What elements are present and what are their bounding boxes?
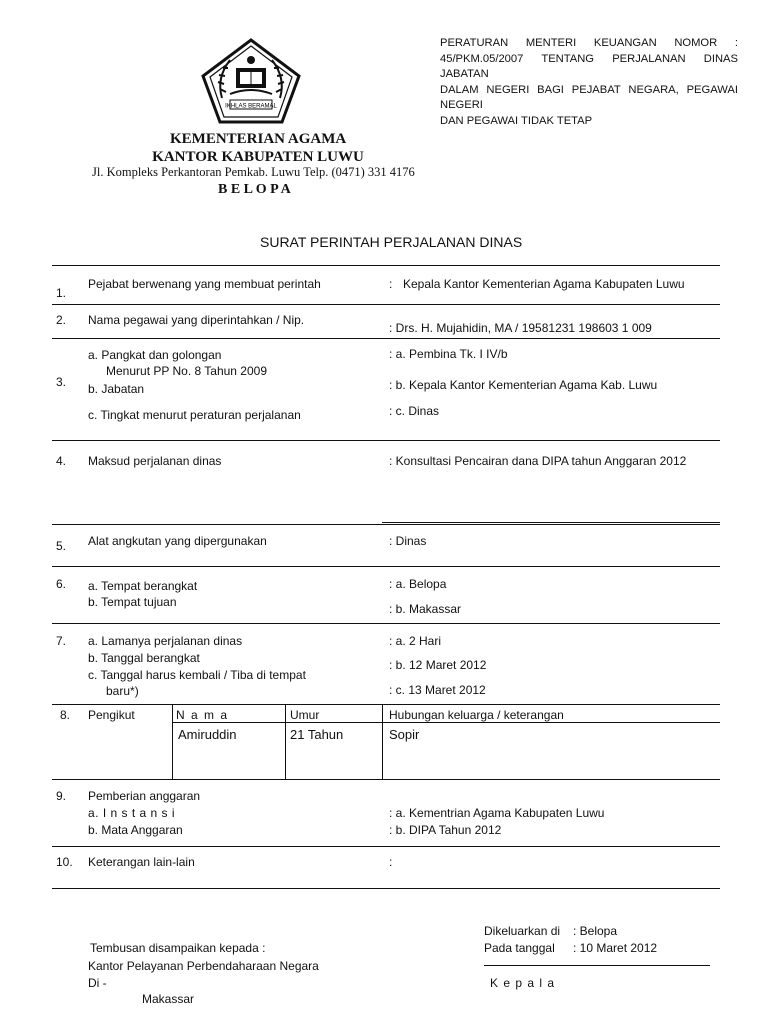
row-number: 7.	[56, 634, 67, 648]
signature-divider	[484, 965, 710, 966]
table-column-divider	[285, 704, 286, 779]
row-value: : a. 2 Hari	[389, 634, 442, 648]
row-value: : c. 13 Maret 2012	[389, 683, 486, 697]
row-label: Menurut PP No. 8 Tahun 2009	[106, 364, 268, 378]
row-number: 2.	[56, 313, 67, 327]
row-label: c. Tanggal harus kembali / Tiba di tempat	[88, 668, 306, 682]
regulation-line: DAN PEGAWAI TIDAK TETAP	[440, 114, 593, 127]
row-value: :	[389, 855, 393, 869]
row-label: Pengikut	[88, 708, 135, 722]
row-label: b. Jabatan	[88, 382, 145, 396]
copies-di: Di -	[88, 976, 107, 990]
divider	[52, 265, 720, 266]
divider	[52, 440, 720, 441]
follower-age: 21 Tahun	[290, 727, 344, 742]
row-label: a. Tempat berangkat	[88, 579, 198, 593]
issued-at-label: Dikeluarkan di	[484, 924, 561, 938]
row-label: a. Lamanya perjalanan dinas	[88, 634, 243, 648]
column-header-relation: Hubungan keluarga / keterangan	[389, 708, 564, 722]
row-value: : a. Kementrian Agama Kabupaten Luwu	[389, 806, 605, 820]
divider	[52, 623, 720, 624]
row-label: Keterangan lain-lain	[88, 855, 195, 869]
divider	[52, 779, 720, 780]
row-value: : Konsultasi Pencairan dana DIPA tahun Anggaran 2012	[389, 454, 687, 468]
row-value: Kepala Kantor Kementerian Agama Kabupaten Luwu	[403, 277, 685, 291]
copies-city: Makassar	[142, 992, 195, 1006]
regulation-line: 45/PKM.05/2007 TENTANG PERJALANAN DINAS JABATAN	[440, 52, 738, 80]
row-label: baru*)	[106, 684, 139, 698]
row-label: b. Mata Anggaran	[88, 823, 183, 837]
row-number: 4.	[56, 454, 67, 468]
office-name: KANTOR KABUPATEN LUWU	[152, 149, 364, 165]
regulation-line: PERATURAN MENTERI KEUANGAN NOMOR :	[440, 37, 738, 49]
row-label: Maksud perjalanan dinas	[88, 454, 222, 468]
row-label: a. I n s t a n s i	[88, 806, 176, 820]
issued-at-value: : Belopa	[573, 924, 618, 938]
row-value: : a. Belopa	[389, 577, 447, 591]
row-number: 5.	[56, 539, 67, 553]
row-value: : c. Dinas	[389, 404, 440, 418]
row-value: : b. Kepala Kantor Kementerian Agama Kab. Luwu	[389, 378, 658, 392]
row-value: : b. DIPA Tahun 2012	[389, 823, 502, 837]
row-label: b. Tempat tujuan	[88, 595, 177, 609]
document-title: SURAT PERINTAH PERJALANAN DINAS	[260, 234, 523, 250]
row-label: c. Tingkat menurut peraturan perjalanan	[88, 408, 301, 422]
regulation-reference	[440, 36, 738, 129]
follower-relation: Sopir	[389, 727, 420, 742]
divider	[52, 704, 720, 705]
column-header-age: Umur	[290, 708, 320, 722]
row-number: 1.	[56, 286, 67, 300]
office-address: Jl. Kompleks Perkantoran Pemkab. Luwu Telp. (0471) 331 4176	[92, 165, 415, 179]
divider	[172, 722, 720, 723]
regulation-line: DALAM NEGERI BAGI PEJABAT NEGARA, PEGAWAI NEGERI	[440, 83, 738, 111]
divider	[382, 522, 720, 523]
ministry-name: KEMENTERIAN AGAMA	[170, 131, 347, 147]
divider	[52, 524, 720, 525]
row-label: a. Pangkat dan golongan	[88, 348, 222, 362]
row-value: : a. Pembina Tk. I IV/b	[389, 347, 508, 361]
column-header-name: N a m a	[176, 708, 229, 722]
copies-recipient: Kantor Pelayanan Perbendaharaan Negara	[88, 959, 319, 973]
divider	[52, 566, 720, 567]
row-label: Nama pegawai yang diperintahkan / Nip.	[88, 313, 305, 327]
table-column-divider	[172, 704, 173, 779]
row-number: 6.	[56, 577, 67, 591]
row-value: : Dinas	[389, 534, 427, 548]
row-number: 3.	[56, 375, 67, 389]
divider	[52, 888, 720, 889]
row-label: Pejabat berwenang yang membuat perintah	[88, 277, 321, 291]
row-value: : Drs. H. Mujahidin, MA / 19581231 198603 1 009	[389, 321, 652, 335]
row-number: 8.	[60, 708, 71, 722]
row-label: Pemberian anggaran	[88, 789, 201, 803]
signatory-title: K e p a l a	[490, 976, 556, 990]
issued-date-value: : 10 Maret 2012	[573, 941, 658, 955]
table-column-divider	[382, 704, 383, 779]
row-label: Alat angkutan yang dipergunakan	[88, 534, 267, 548]
issued-date-label: Pada tanggal	[484, 941, 555, 955]
follower-name: Amiruddin	[178, 727, 237, 742]
office-city: B E L O P A	[218, 182, 291, 197]
divider	[52, 338, 720, 339]
row-label: b. Tanggal berangkat	[88, 651, 200, 665]
divider	[52, 304, 720, 305]
row-number: 9.	[56, 789, 67, 803]
logo-motto: IKHLAS BERAMAL	[225, 103, 277, 110]
divider	[52, 846, 720, 847]
row-number: 10.	[56, 855, 73, 869]
kementerian-agama-emblem-icon	[200, 38, 302, 124]
row-value: : b. 12 Maret 2012	[389, 658, 487, 672]
copies-title: Tembusan disampaikan kepada :	[90, 941, 266, 955]
row-colon: :	[389, 277, 393, 291]
row-value: : b. Makassar	[389, 602, 462, 616]
